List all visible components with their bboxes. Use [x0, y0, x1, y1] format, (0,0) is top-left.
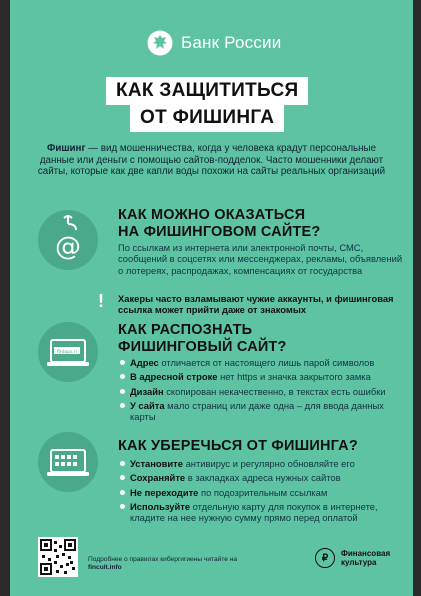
title-line-1: КАК ЗАЩИТИТЬСЯ	[106, 77, 308, 105]
section1-heading: КАК МОЖНО ОКАЗАТЬСЯ НА ФИШИНГОВОМ САЙТЕ?	[118, 207, 321, 240]
fincult-link[interactable]: fincult.info	[88, 564, 122, 571]
section2-heading: КАК РАСПОЗНАТЬ ФИШИНГОВЫЙ САЙТ?	[118, 322, 287, 355]
list-item: Дизайн скопирован некачественно, в текстах есть ошибки	[118, 386, 408, 397]
brand-line-2: культура	[341, 558, 377, 567]
fincult-logo	[315, 548, 390, 568]
intro-text	[30, 143, 393, 178]
svg-text:@: @	[55, 232, 81, 262]
section2-list	[118, 357, 408, 425]
laptop-card-icon	[38, 432, 98, 492]
bank-logo-text: Банк России	[181, 33, 282, 52]
intro-definition: — вид мошенничества, когда у человека крадут персональные данные или деньги с помощью сайтов-подделок. Часто мошенники делают сайты, которые как две капли воды похожи на сайты реальных организаций	[37, 143, 386, 177]
list-item: Сохраняйте в закладках адреса нужных сайтов	[118, 472, 408, 483]
intro-term: Фишинг	[46, 143, 86, 154]
laptop-url-icon	[38, 322, 98, 382]
list-item: Установите антивирус и регулярно обновляйте его	[118, 458, 408, 469]
list-item: Не переходите по подозрительным ссылкам	[118, 487, 408, 498]
list-item: Адрес отличается от настоящего лишь парой символов	[118, 357, 408, 368]
section3-list	[118, 458, 408, 526]
poster	[10, 0, 413, 596]
section3-heading: КАК УБЕРЕЧЬСЯ ОТ ФИШИНГА?	[118, 438, 358, 454]
url-text: fintops.ri	[57, 350, 77, 355]
email-hook-icon	[38, 210, 98, 270]
footer-note: Подробнее о правилах кибергигиены читайте на fincult.info	[88, 556, 238, 571]
list-item: Используйте отдельную карту для покупок в интернете, кладите на нее нужную сумму прямо перед оплатой	[118, 501, 408, 524]
section1-text: По ссылкам из интернета или электронной почты, СМС, сообщений в соцсетях или мессенджерах, рекламы, объявлений о лотереях, распродажах, компенсациях от государства	[118, 242, 403, 276]
bank-logo	[147, 30, 281, 56]
brand-line-1: Финансовая	[341, 549, 391, 558]
qr-code[interactable]	[38, 537, 78, 577]
eagle-emblem-icon	[147, 30, 173, 56]
section1-warning: Хакеры часто взламывают чужие аккаунты, и фишинговая ссылка может прийти даже от знакомых	[118, 293, 394, 316]
warning-icon: !	[98, 291, 104, 311]
list-item: В адресной строке нет https и значка закрытого замка	[118, 371, 408, 382]
title-line-2: ОТ ФИШИНГА	[130, 104, 284, 132]
ruble-icon: ₽	[315, 548, 335, 568]
list-item: У сайта мало страниц или даже одна – для ввода данных карты	[118, 400, 408, 423]
